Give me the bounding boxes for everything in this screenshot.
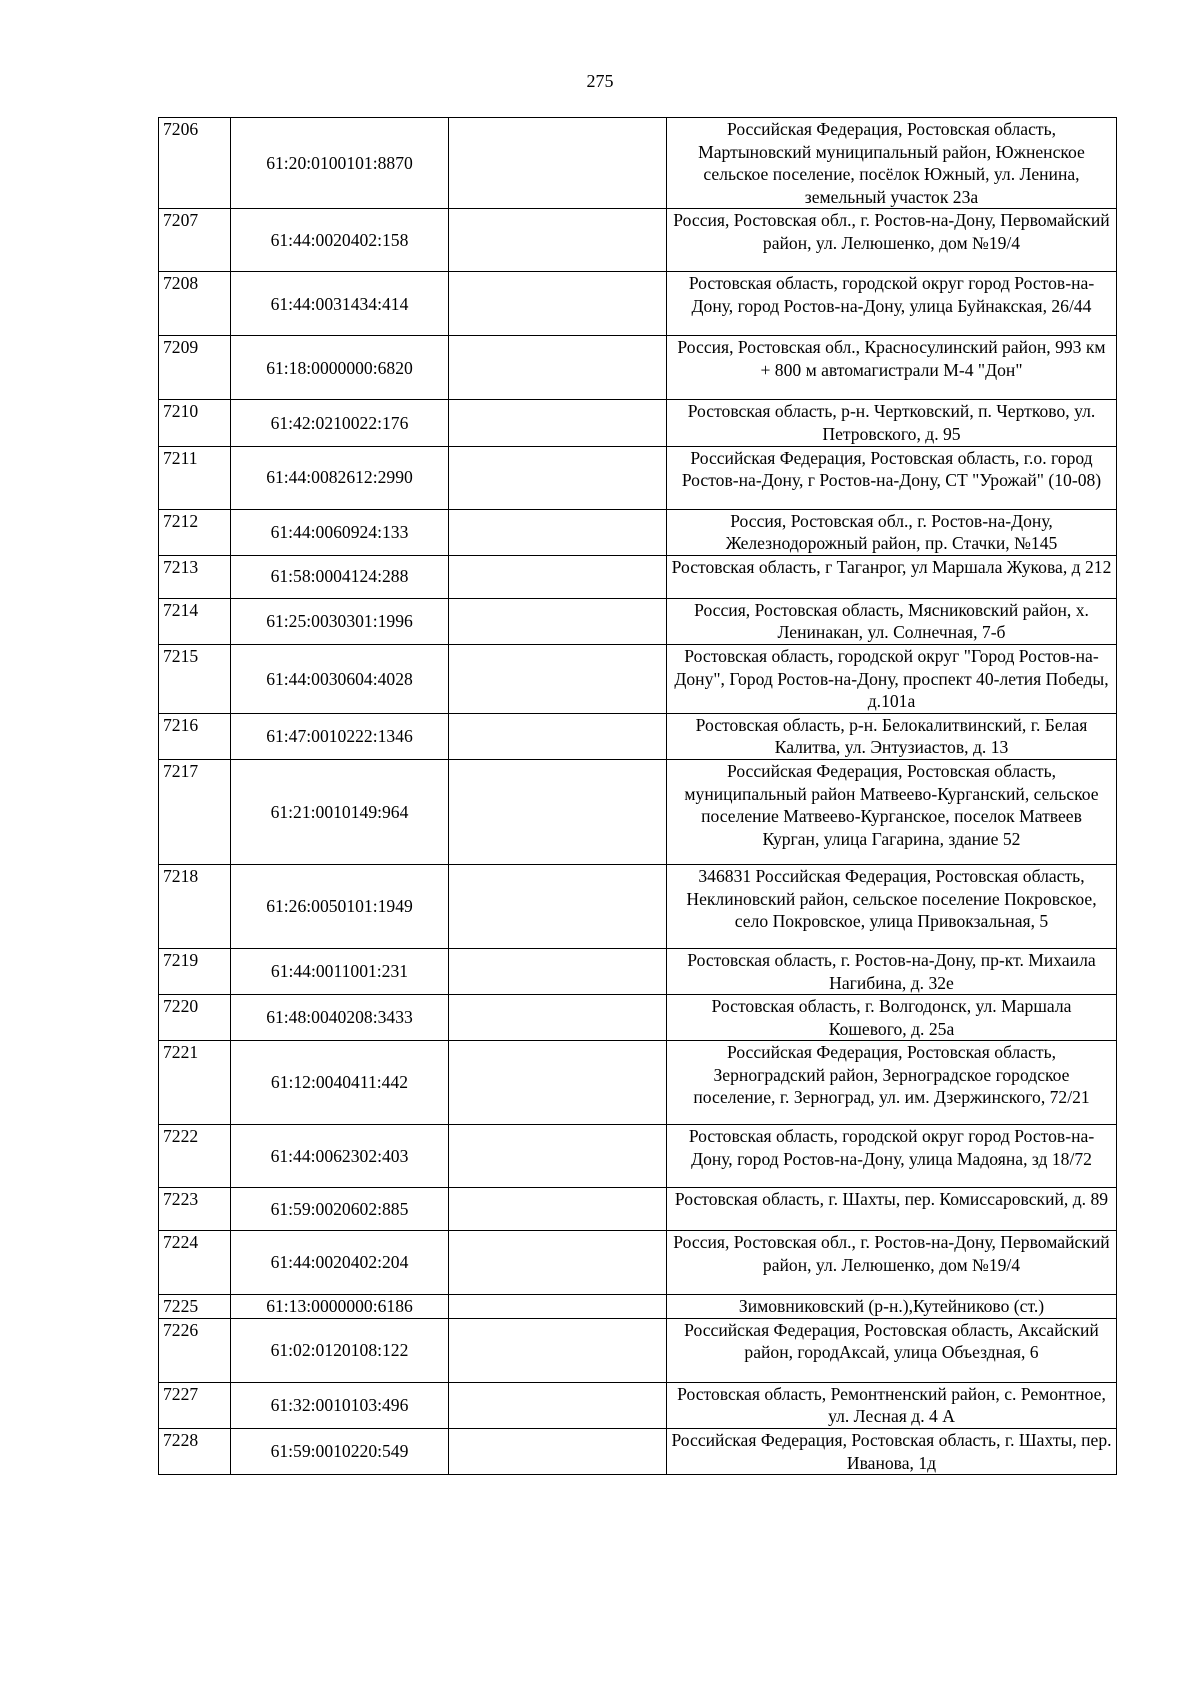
row-number-cell: 7221 [159, 1041, 231, 1125]
row-number-cell: 7219 [159, 948, 231, 994]
table-row [159, 759, 1117, 864]
address-cell: Россия, Ростовская обл., г. Ростов-на-Дону, Первомайский район, ул. Лелюшенко, дом №19/4 [667, 1231, 1117, 1295]
table-row [159, 1295, 1117, 1319]
row-number-cell: 7213 [159, 555, 231, 598]
table-row [159, 446, 1117, 509]
empty-cell [449, 1382, 667, 1428]
empty-cell [449, 209, 667, 272]
empty-cell [449, 1188, 667, 1231]
registry-table [158, 117, 1117, 1475]
empty-cell [449, 400, 667, 446]
address-cell: Ростовская область, г. Ростов-на-Дону, пр-кт. Михаила Нагибина, д. 32е [667, 948, 1117, 994]
table-row [159, 995, 1117, 1041]
table-row [159, 209, 1117, 272]
address-cell: Ростовская область, городской округ "Город Ростов-на-Дону", Город Ростов-на-Дону, проспект 40-летия Победы, д.101а [667, 644, 1117, 713]
row-number-cell: 7206 [159, 118, 231, 209]
address-cell: Российская Федерация, Ростовская область, Мартыновский муниципальный район, Южненское сельское поселение, посёлок Южный, ул. Ленина, земельный участок 23а [667, 118, 1117, 209]
empty-cell [449, 336, 667, 400]
address-cell: Российская Федерация, Ростовская область, Аксайский район, городАксай, улица Объездная, 6 [667, 1318, 1117, 1382]
table-row [159, 336, 1117, 400]
row-number-cell: 7216 [159, 713, 231, 759]
table-row [159, 1429, 1117, 1475]
address-cell: Ростовская область, р-н. Чертковский, п. Чертково, ул. Петровского, д. 95 [667, 400, 1117, 446]
empty-cell [449, 1429, 667, 1475]
cadastral-number-cell: 61:58:0004124:288 [231, 555, 449, 598]
address-cell: Зимовниковский (р-н.),Кутейниково (ст.) [667, 1295, 1117, 1319]
address-cell: Россия, Ростовская обл., г. Ростов-на-Дону, Железнодорожный район, пр. Стачки, №145 [667, 509, 1117, 555]
cadastral-number-cell: 61:44:0060924:133 [231, 509, 449, 555]
table-row [159, 1125, 1117, 1188]
empty-cell [449, 509, 667, 555]
cadastral-number-cell: 61:02:0120108:122 [231, 1318, 449, 1382]
row-number-cell: 7223 [159, 1188, 231, 1231]
cadastral-number-cell: 61:44:0082612:2990 [231, 446, 449, 509]
table-row [159, 272, 1117, 336]
empty-cell [449, 759, 667, 864]
row-number-cell: 7227 [159, 1382, 231, 1428]
empty-cell [449, 118, 667, 209]
row-number-cell: 7210 [159, 400, 231, 446]
row-number-cell: 7217 [159, 759, 231, 864]
cadastral-number-cell: 61:44:0011001:231 [231, 948, 449, 994]
row-number-cell: 7218 [159, 864, 231, 948]
address-cell: Российская Федерация, Ростовская область, г. Шахты, пер. Иванова, 1д [667, 1429, 1117, 1475]
row-number-cell: 7224 [159, 1231, 231, 1295]
address-cell: 346831 Российская Федерация, Ростовская область, Неклиновский район, сельское поселение Покровское, село Покровское, улица Привокзальная, 5 [667, 864, 1117, 948]
cadastral-number-cell: 61:13:0000000:6186 [231, 1295, 449, 1319]
address-cell: Ростовская область, г. Шахты, пер. Комиссаровский, д. 89 [667, 1188, 1117, 1231]
table-row [159, 644, 1117, 713]
table-row [159, 509, 1117, 555]
empty-cell [449, 1318, 667, 1382]
cadastral-number-cell: 61:48:0040208:3433 [231, 995, 449, 1041]
row-number-cell: 7214 [159, 598, 231, 644]
cadastral-number-cell: 61:59:0010220:549 [231, 1429, 449, 1475]
row-number-cell: 7211 [159, 446, 231, 509]
empty-cell [449, 995, 667, 1041]
address-cell: Российская Федерация, Ростовская область, г.о. город Ростов-на-Дону, г Ростов-на-Дону, СТ "Урожай" (10-08) [667, 446, 1117, 509]
cadastral-number-cell: 61:44:0020402:204 [231, 1231, 449, 1295]
row-number-cell: 7208 [159, 272, 231, 336]
address-cell: Российская Федерация, Ростовская область, муниципальный район Матвеево-Курганский, сельское поселение Матвеево-Курганское, поселок Матвеев Курган, улица Гагарина, здание 52 [667, 759, 1117, 864]
table-row [159, 598, 1117, 644]
empty-cell [449, 598, 667, 644]
cadastral-number-cell: 61:44:0031434:414 [231, 272, 449, 336]
table-row [159, 1041, 1117, 1125]
empty-cell [449, 1295, 667, 1319]
address-cell: Ростовская область, г. Волгодонск, ул. Маршала Кошевого, д. 25а [667, 995, 1117, 1041]
table-row [159, 1318, 1117, 1382]
address-cell: Ростовская область, городской округ город Ростов-на-Дону, город Ростов-на-Дону, улица Мадояна, зд 18/72 [667, 1125, 1117, 1188]
table-row [159, 864, 1117, 948]
address-cell: Россия, Ростовская область, Мясниковский район, х. Ленинакан, ул. Солнечная, 7-б [667, 598, 1117, 644]
row-number-cell: 7220 [159, 995, 231, 1041]
table-row [159, 118, 1117, 209]
cadastral-number-cell: 61:47:0010222:1346 [231, 713, 449, 759]
address-cell: Россия, Ростовская обл., г. Ростов-на-Дону, Первомайский район, ул. Лелюшенко, дом №19/4 [667, 209, 1117, 272]
cadastral-number-cell: 61:59:0020602:885 [231, 1188, 449, 1231]
table-row [159, 1382, 1117, 1428]
empty-cell [449, 1041, 667, 1125]
empty-cell [449, 644, 667, 713]
registry-table-body [159, 118, 1117, 1475]
row-number-cell: 7207 [159, 209, 231, 272]
cadastral-number-cell: 61:42:0210022:176 [231, 400, 449, 446]
cadastral-number-cell: 61:26:0050101:1949 [231, 864, 449, 948]
cadastral-number-cell: 61:18:0000000:6820 [231, 336, 449, 400]
table-row [159, 1231, 1117, 1295]
cadastral-number-cell: 61:32:0010103:496 [231, 1382, 449, 1428]
table-row [159, 948, 1117, 994]
cadastral-number-cell: 61:44:0062302:403 [231, 1125, 449, 1188]
address-cell: Ростовская область, Ремонтненский район, с. Ремонтное, ул. Лесная д. 4 А [667, 1382, 1117, 1428]
cadastral-number-cell: 61:25:0030301:1996 [231, 598, 449, 644]
empty-cell [449, 1125, 667, 1188]
cadastral-number-cell: 61:44:0020402:158 [231, 209, 449, 272]
cadastral-number-cell: 61:20:0100101:8870 [231, 118, 449, 209]
address-cell: Ростовская область, городской округ город Ростов-на-Дону, город Ростов-на-Дону, улица Буйнакская, 26/44 [667, 272, 1117, 336]
row-number-cell: 7215 [159, 644, 231, 713]
row-number-cell: 7209 [159, 336, 231, 400]
table-row [159, 400, 1117, 446]
page-number: 275 [586, 71, 614, 91]
address-cell: Российская Федерация, Ростовская область, Зерноградский район, Зерноградское городское поселение, г. Зерноград, ул. им. Дзержинского, 72/21 [667, 1041, 1117, 1125]
address-cell: Ростовская область, г Таганрог, ул Маршала Жукова, д 212 [667, 555, 1117, 598]
address-cell: Ростовская область, р-н. Белокалитвинский, г. Белая Калитва, ул. Энтузиастов, д. 13 [667, 713, 1117, 759]
empty-cell [449, 948, 667, 994]
cadastral-number-cell: 61:21:0010149:964 [231, 759, 449, 864]
empty-cell [449, 864, 667, 948]
cadastral-number-cell: 61:12:0040411:442 [231, 1041, 449, 1125]
row-number-cell: 7226 [159, 1318, 231, 1382]
empty-cell [449, 446, 667, 509]
empty-cell [449, 555, 667, 598]
table-row [159, 555, 1117, 598]
empty-cell [449, 713, 667, 759]
row-number-cell: 7222 [159, 1125, 231, 1188]
table-row [159, 713, 1117, 759]
table-row [159, 1188, 1117, 1231]
row-number-cell: 7212 [159, 509, 231, 555]
cadastral-number-cell: 61:44:0030604:4028 [231, 644, 449, 713]
row-number-cell: 7228 [159, 1429, 231, 1475]
address-cell: Россия, Ростовская обл., Красносулинский район, 993 км + 800 м автомагистрали М-4 "Дон" [667, 336, 1117, 400]
empty-cell [449, 1231, 667, 1295]
row-number-cell: 7225 [159, 1295, 231, 1319]
empty-cell [449, 272, 667, 336]
